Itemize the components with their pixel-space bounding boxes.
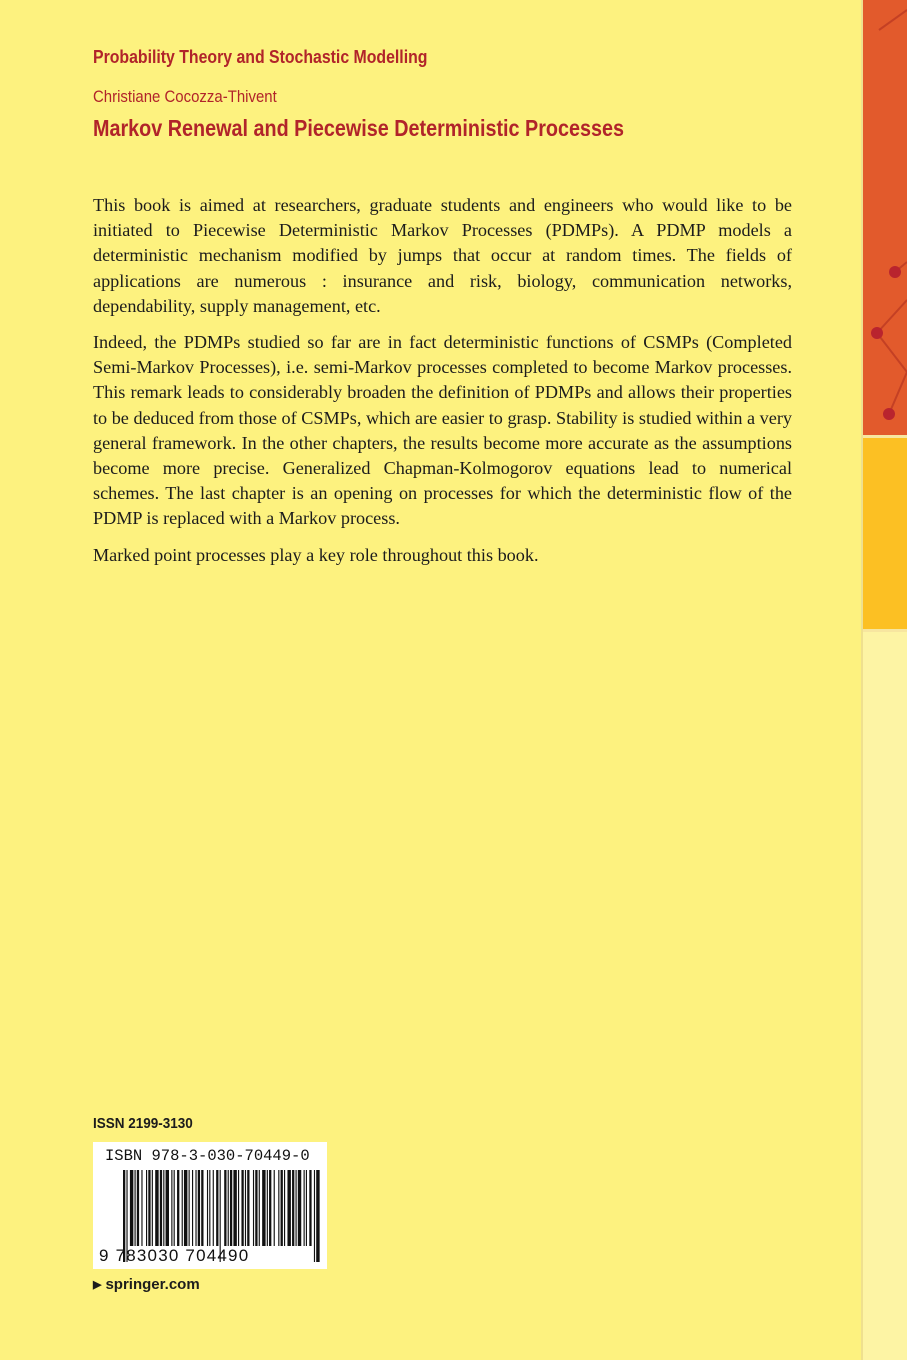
barcode-bar	[278, 1170, 279, 1246]
description-paragraph: This book is aimed at researchers, graduate students and engineers who would like to be initiated to Piecewise Deterministic Markov Processes (PDMPs). A PDMP models a deterministic mechanism modified by jumps that occur at random times. The fields of applications are numerous : insurance and risk, biology, communication networks, dependability, supply management, etc.	[93, 195, 792, 316]
barcode-bar	[230, 1170, 232, 1246]
barcode-bar	[201, 1170, 203, 1246]
spine-amber-band	[861, 437, 907, 630]
barcode-bar	[171, 1170, 172, 1246]
barcode-bar	[163, 1170, 164, 1246]
network-edge	[877, 300, 907, 333]
barcode-bar	[166, 1170, 169, 1246]
description-paragraph: Indeed, the PDMPs studied so far are in fact deterministic functions of CSMPs (Completed Semi-Markov Processes), i.e. semi-Markov processes completed to become Markov processes. This remark leads to considerably broaden the definition of PDMPs and allows their properties to be deduced from those of CSMPs, which are easier to grasp. Stability is studied within a very general framework. In the other chapters, the results become more accurate as the assumptions become more precise. Generalized Chapman-Kolmogorov equations lead to numerical schemes. The last chapter is an opening on processes for which the deterministic flow of the PDMP is replaced with a Markov process.	[93, 332, 792, 529]
spine-light-band	[861, 630, 907, 1360]
barcode-bar	[247, 1170, 249, 1246]
barcode-bar	[259, 1170, 260, 1246]
barcode-bar	[209, 1170, 210, 1246]
barcode-bar	[146, 1170, 147, 1246]
barcode-bar	[216, 1170, 218, 1246]
publisher-website-label: springer.com	[105, 1276, 200, 1293]
barcode-bar	[228, 1170, 229, 1246]
barcode-bar	[174, 1170, 175, 1246]
network-edge	[889, 372, 907, 414]
barcode-bar	[152, 1170, 153, 1246]
isbn-number: ISBN 978-3-030-70449-0	[105, 1147, 310, 1165]
barcode-bar	[241, 1170, 243, 1246]
barcode-bar	[306, 1170, 307, 1246]
description-paragraph: Marked point processes play a key role throughout this book.	[93, 544, 539, 565]
barcode-bar	[184, 1170, 187, 1246]
network-node	[871, 327, 883, 339]
series-name: Probability Theory and Stochastic Modelling	[93, 47, 428, 67]
barcode-bar	[284, 1170, 285, 1246]
barcode-bar	[281, 1170, 283, 1246]
isbn-barcode	[93, 1142, 327, 1269]
barcode-bar	[189, 1170, 190, 1246]
publisher-website[interactable]	[93, 1276, 200, 1293]
barcode-bar	[160, 1170, 162, 1246]
barcode-bar	[309, 1170, 311, 1246]
barcode-bar	[274, 1170, 275, 1246]
issn-label: ISSN 2199-3130	[93, 1115, 193, 1132]
barcode-bar	[262, 1170, 265, 1246]
barcode-bar	[269, 1170, 271, 1246]
barcode-bar	[316, 1170, 319, 1262]
barcode-bar	[207, 1170, 208, 1246]
spine-divider	[861, 629, 907, 632]
play-arrow-icon: ▶	[93, 1279, 102, 1291]
barcode-bar	[141, 1170, 142, 1246]
barcode-bar	[182, 1170, 183, 1246]
barcode-bar	[137, 1170, 139, 1246]
barcode-bar	[287, 1170, 290, 1246]
barcode-bar	[195, 1170, 196, 1246]
barcode-digits: 9 783030 704490	[99, 1246, 250, 1265]
barcode-bar	[148, 1170, 150, 1246]
barcode-bar	[135, 1170, 136, 1246]
barcode-bar	[130, 1170, 133, 1246]
barcode-bar	[238, 1170, 239, 1246]
barcode-bar	[292, 1170, 294, 1246]
author-name: Christiane Cocozza-Thivent	[93, 87, 277, 106]
barcode-bar	[233, 1170, 236, 1246]
barcode-bar	[177, 1170, 179, 1246]
barcode-bar	[245, 1170, 246, 1246]
network-edge	[877, 333, 907, 372]
barcode-bar	[213, 1170, 214, 1246]
barcode-bar	[255, 1170, 257, 1246]
barcode-bar	[267, 1170, 268, 1246]
barcode-bar	[304, 1170, 305, 1246]
barcode-bar	[298, 1170, 301, 1246]
barcode-bar	[198, 1170, 200, 1246]
barcode-bar	[253, 1170, 254, 1246]
barcode-bar	[155, 1170, 158, 1246]
cover-spine-edge	[861, 0, 907, 1360]
barcode-bar	[192, 1170, 193, 1246]
book-description	[93, 193, 792, 579]
network-edge	[879, 10, 907, 30]
barcode-bar	[296, 1170, 297, 1246]
barcode-bar	[224, 1170, 226, 1246]
barcode-bar	[314, 1170, 315, 1262]
network-graph-icon	[861, 0, 907, 437]
network-node	[883, 408, 895, 420]
network-node	[889, 266, 901, 278]
book-title: Markov Renewal and Piecewise Deterministic Processes	[93, 115, 625, 141]
